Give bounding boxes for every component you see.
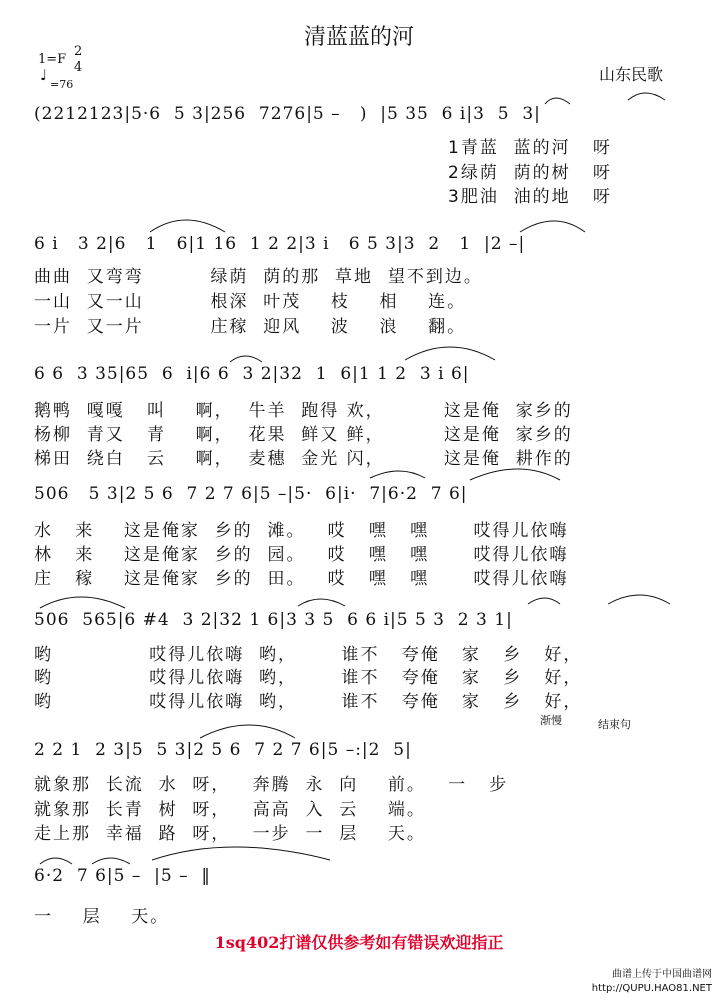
key-signature: 1=F: [38, 52, 67, 67]
time-signature-top: 2: [74, 44, 83, 59]
lyric-line-6-verse-1: 就象那 长流 水 呀， 奔腾 永 向 前。 一 步: [34, 775, 509, 795]
lyric-line-4-verse-2: 林 来 这是俺家 乡的 园。 哎 嘿 嘿 哎得儿依嗨: [34, 545, 569, 565]
lyric-line-4-verse-3: 庄 稼 这是俺家 乡的 田。 哎 嘿 嘿 哎得儿依嗨: [34, 569, 569, 589]
notation-line-4: 506 5 3|2 5 6 7 2 7 6|5 –|5· 6|i· 7|6·2 7 6|: [34, 484, 468, 504]
notation-line-1: (2212123|5·6 5 3|256 7276|5 – ) |5 35 6 i|3 5 3|: [34, 104, 541, 124]
lyric-line-6-verse-3: 走上那 幸福 路 呀， 一步 一 层 天。: [34, 824, 426, 844]
notation-line-3: 6 6 3 35|65 6 i|6 6 3 2|32 1 6|1 1 2 3 i 6|: [34, 364, 470, 384]
transcriber-note: 1sq402打谱仅供参考如有错误欢迎指正: [214, 933, 504, 952]
lyric-line-2-verse-1: 曲曲 又弯弯 绿荫 荫的那 草地 望不到边。: [34, 267, 483, 287]
lyric-line-2-verse-3: 一片 又一片 庄稼 迎风 波 浪 翻。: [34, 317, 467, 337]
lyric-line-1-verse-3: 3肥油 油的地 呀: [448, 187, 612, 207]
lyric-line-3-verse-1: 鹅鸭 嘎嘎 叫 啊， 牛羊 跑得 欢， 这是俺 家乡的: [34, 401, 573, 421]
lyric-line-5-verse-2: 哟 哎得儿依嗨 哟， 谁不 夸俺 家 乡 好，: [34, 668, 583, 688]
lyric-line-6-verse-2: 就象那 长青 树 呀， 高高 入 云 端。: [34, 800, 426, 820]
lyric-line-4-verse-1: 水 来 这是俺家 乡的 滩。 哎 嘿 嘿 哎得儿依嗨: [34, 521, 569, 541]
quarter-note-icon: ♩: [40, 66, 48, 84]
time-signature-bottom: 4: [74, 60, 83, 75]
source-credit-line-1: 曲谱上传于中国曲谱网: [612, 969, 712, 980]
lyric-line-5-verse-3: 哟 哎得儿依嗨 哟， 谁不 夸俺 家 乡 好，: [34, 692, 583, 712]
tempo-marking: =76: [50, 78, 74, 91]
song-title: 清蓝蓝的河: [303, 25, 414, 50]
lyric-line-1-verse-1: 1青蓝 蓝的河 呀: [448, 138, 612, 158]
notation-line-2: 6 i 3 2|6 1 6|1 16 1 2 2|3 i 6 5 3|3 2 1 |2 –|: [34, 234, 526, 254]
notation-line-5: 506 565|6 #4 3 2|32 1 6|3 3 5 6 6 i|5 5 3 2 3 1|: [34, 610, 513, 630]
notation-line-6: 2 2 1 2 3|5 5 3|2 5 6 7 2 7 6|5 –:|2 5|: [34, 740, 412, 760]
lyric-line-3-verse-3: 梯田 绕白 云 啊， 麦穗 金光 闪， 这是俺 耕作的: [34, 449, 573, 469]
source-credit-line-2: http://QUPU.HAO81.NET: [591, 983, 712, 994]
ritardando-mark: 渐慢: [540, 714, 562, 727]
song-origin: 山东民歌: [598, 65, 663, 84]
lyric-line-3-verse-2: 杨柳 青又 青 啊， 花果 鲜又 鲜， 这是俺 家乡的: [34, 425, 573, 445]
lyric-line-2-verse-2: 一山 又一山 根深 叶茂 枝 相 连。: [34, 292, 467, 312]
ending-phrase-mark: 结束句: [598, 718, 631, 731]
lyric-line-7-verse-1: 一 层 天。: [34, 907, 170, 927]
notation-line-7: 6·2 7 6|5 – |5 – ‖: [34, 866, 211, 886]
lyric-line-5-verse-1: 哟 哎得儿依嗨 哟， 谁不 夸俺 家 乡 好，: [34, 645, 583, 665]
lyric-line-1-verse-2: 2绿荫 荫的树 呀: [448, 163, 612, 183]
